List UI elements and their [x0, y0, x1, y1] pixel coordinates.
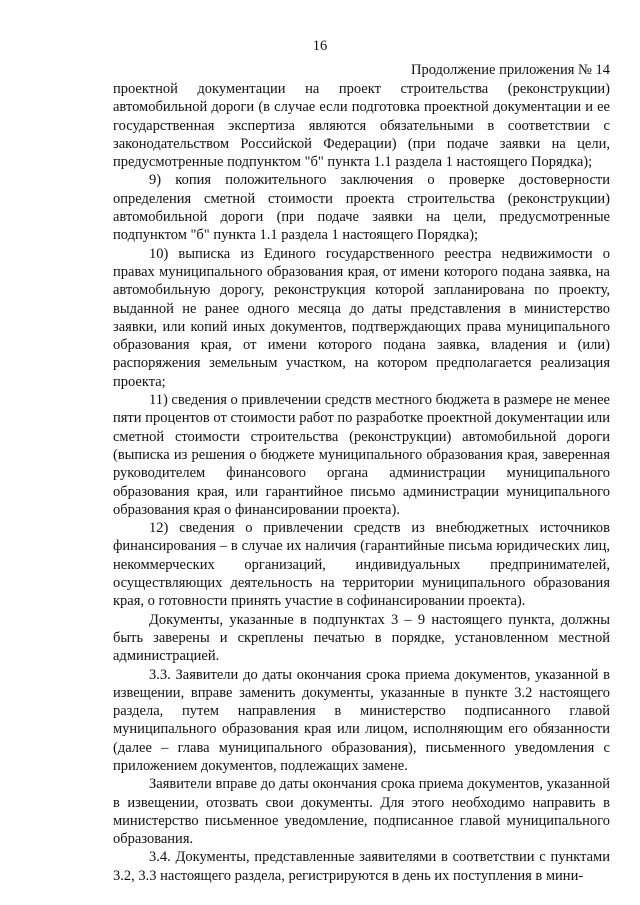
paragraph-item-11: 11) сведения о привлечении средств местного бюджета в размере не менее пяти процентов от стоимости работ по разработке проектной документации или сметной стоимости строительства (реконструкции) автомобильной дороги (выписка из решения о бюджете муниципального образования края, заверенная руководителем финансового органа администрации муниципального образования края, или гарантийное письмо администрации муниципального образования края о финансировании проекта).: [113, 392, 610, 518]
paragraph-3-4: 3.4. Документы, представленные заявителями в соответствии с пунктами 3.2, 3.3 настоящего раздела, регистрируются в день их поступления в мини-: [113, 849, 610, 884]
document-body: [113, 80, 610, 885]
paragraph-continued: проектной документации на проект строительства (реконструкции) автомобильной дороги (в случае если подготовка проектной документации и ее государственная экспертиза являются обязательными в соответствии с законодательством Российской Федерации) (при подаче заявки на цели, предусмотренные подпунктом "б" пункта 1.1 раздела 1 настоящего Порядка);: [113, 81, 610, 171]
paragraph-3-3: 3.3. Заявители до даты окончания срока приема документов, указанной в извещении, вправе заменить документы, указанные в пункте 3.2 настоящего раздела, путем направления в министерство подписанного главой муниципального образования края или лицом, исполняющим его обязанности (далее – глава муниципального образования), письменного уведомления с приложением документов, подлежащих замене.: [113, 666, 610, 774]
page-number: 16: [312, 38, 328, 54]
appendix-continuation-note: Продолжение приложения № 14: [411, 62, 610, 78]
paragraph-item-12: 12) сведения о привлечении средств из внебюджетных источников финансирования – в случае их наличия (гарантийные письма юридических лиц, некоммерческих организаций, индивидуальных предпринимателей, осуществляющих деятельность на территории муниципального образования края, о готовности принять участие в софинансировании проекта).: [113, 520, 610, 610]
paragraph-item-9: 9) копия положительного заключения о проверке достоверности определения сметной стоимости проекта строительства (реконструкции) автомобильной дороги (при подаче заявки на цели, предусмотренные подпунктом "б" пункта 1.1 раздела 1 настоящего Порядка);: [113, 172, 610, 244]
paragraph-certification: Документы, указанные в подпунктах 3 – 9 настоящего пункта, должны быть заверены и скреплены печатью в порядке, установленном местной администрацией.: [113, 611, 610, 665]
paragraph-withdrawal: Заявители вправе до даты окончания срока приема документов, указанной в извещении, отозвать свои документы. Для этого необходимо направить в министерство письменное уведомление, подписанное главой муниципального образования.: [113, 776, 610, 848]
paragraph-item-10: 10) выписка из Единого государственного реестра недвижимости о правах муниципального образования края, от имени которого подана заявка, на автомобильную дорогу, реконструкция которой запланирована по проекту, выданной не ранее одного месяца до даты представления в министерство заявки, или копий иных документов, подтверждающих права муниципального образования края, от имени которого подана заявка, владения и (или) распоряжения земельным участком, на котором предполагается реализация проекта;: [113, 245, 610, 390]
